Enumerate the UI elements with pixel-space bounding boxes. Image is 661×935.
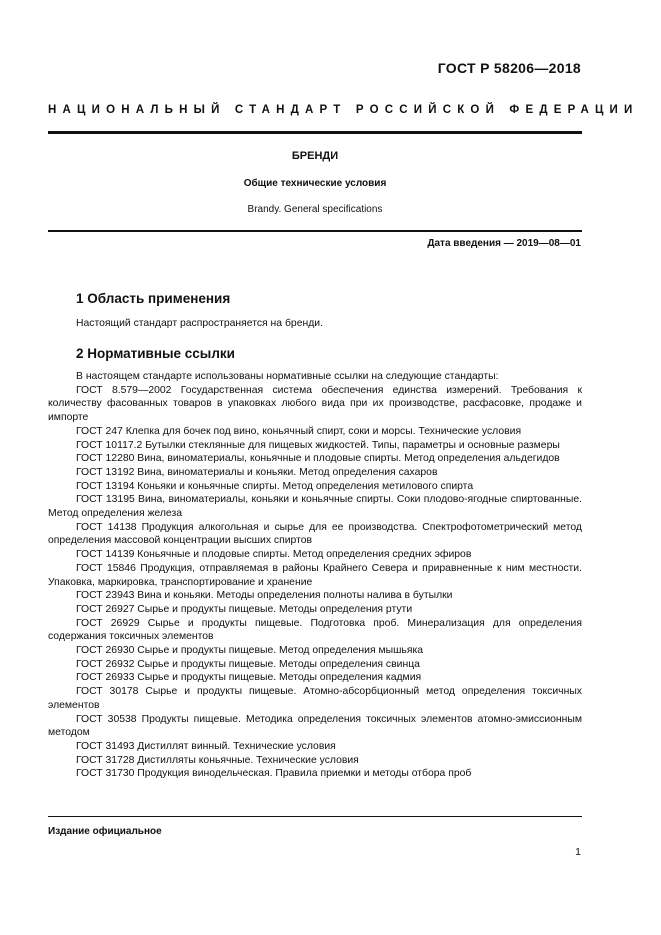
header-divider xyxy=(48,131,582,134)
reference-paragraph: ГОСТ 26930 Сырье и продукты пищевые. Метод определения мышьяка xyxy=(76,645,424,657)
introduction-date: Дата введения — 2019—08—01 xyxy=(427,238,581,249)
normative-references-list xyxy=(48,370,582,781)
reference-paragraph: ГОСТ 26932 Сырье и продукты пищевые. Методы определения свинца xyxy=(76,658,420,670)
section-1-heading: 1 Область применения xyxy=(76,291,231,306)
document-code: ГОСТ Р 58206—2018 xyxy=(437,60,581,76)
reference-paragraph: ГОСТ 8.579—2002 Государственная система обеспечения единства измерений. Требования к количеству фасованных товаров в упаковках любого вида при их производстве, расфасовке, продаже и импорте xyxy=(48,384,582,424)
reference-paragraph: ГОСТ 31730 Продукция винодельческая. Правила приемки и методы отбора проб xyxy=(76,768,472,780)
reference-paragraph: ГОСТ 26927 Сырье и продукты пищевые. Методы определения ртути xyxy=(76,603,413,615)
reference-paragraph: ГОСТ 31493 Дистиллят винный. Технические условия xyxy=(76,740,336,752)
document-subtitle: Общие технические условия xyxy=(243,178,387,189)
reference-paragraph: В настоящем стандарте использованы нормативные ссылки на следующие стандарты: xyxy=(76,371,499,382)
reference-paragraph: ГОСТ 15846 Продукция, отправляемая в районы Крайнего Севера и приравненные к ним местности. Упаковка, маркировка, транспортирование и хранение xyxy=(48,562,582,588)
reference-paragraph: ГОСТ 26929 Сырье и продукты пищевые. Подготовка проб. Минерализация для определения содержания токсичных элементов xyxy=(48,617,582,643)
reference-paragraph: ГОСТ 247 Клепка для бочек под вино, коньячный спирт, соки и морсы. Технические условия xyxy=(76,425,522,437)
page-number: 1 xyxy=(575,846,581,858)
reference-paragraph: ГОСТ 13192 Вина, виноматериалы и коньяки. Метод определения сахаров xyxy=(76,466,438,478)
reference-paragraph: ГОСТ 14138 Продукция алкогольная и сырье для ее производства. Спектрофотометрический метод определения массовой концентрации высших спиртов xyxy=(48,521,582,547)
reference-paragraph: ГОСТ 13195 Вина, виноматериалы, коньяки и коньячные спирты. Соки плодово-ягодные спиртованные. Метод определения железа xyxy=(48,494,582,520)
official-edition-label: Издание официальное xyxy=(48,826,162,837)
reference-paragraph: ГОСТ 10117.2 Бутылки стеклянные для пищевых жидкостей. Типы, параметры и основные размеры xyxy=(76,439,560,451)
reference-paragraph: ГОСТ 23943 Вина и коньяки. Методы определения полноты налива в бутылки xyxy=(76,590,453,602)
document-title-english: Brandy. General specifications xyxy=(247,204,383,215)
document-title: БРЕНДИ xyxy=(291,150,339,162)
footer-divider xyxy=(48,816,582,817)
title-divider xyxy=(48,230,582,232)
section-2-heading: 2 Нормативные ссылки xyxy=(76,346,235,361)
reference-paragraph: ГОСТ 26933 Сырье и продукты пищевые. Методы определения кадмия xyxy=(76,672,422,684)
reference-paragraph: ГОСТ 31728 Дистилляты коньячные. Технические условия xyxy=(76,754,359,766)
reference-paragraph: ГОСТ 12280 Вина, виноматериалы, коньячные и плодовые спирты. Метод определения альдегидов xyxy=(76,453,560,465)
reference-paragraph: ГОСТ 30178 Сырье и продукты пищевые. Атомно-абсорбционный метод определения токсичных элементов xyxy=(48,686,582,711)
section-1-paragraph: Настоящий стандарт распространяется на бренди. xyxy=(76,318,323,329)
reference-paragraph: ГОСТ 13194 Коньяки и коньячные спирты. Метод определения метилового спирта xyxy=(76,480,474,492)
section-1-text xyxy=(48,317,582,331)
reference-paragraph: ГОСТ 14139 Коньячные и плодовые спирты. Метод определения средних эфиров xyxy=(76,549,472,561)
national-standard-banner: НАЦИОНАЛЬНЫЙ СТАНДАРТ РОССИЙСКОЙ ФЕДЕРАЦИИ xyxy=(48,104,639,116)
reference-paragraph: ГОСТ 30538 Продукты пищевые. Методика определения токсичных элементов атомно-эмиссионным методом xyxy=(48,713,582,739)
